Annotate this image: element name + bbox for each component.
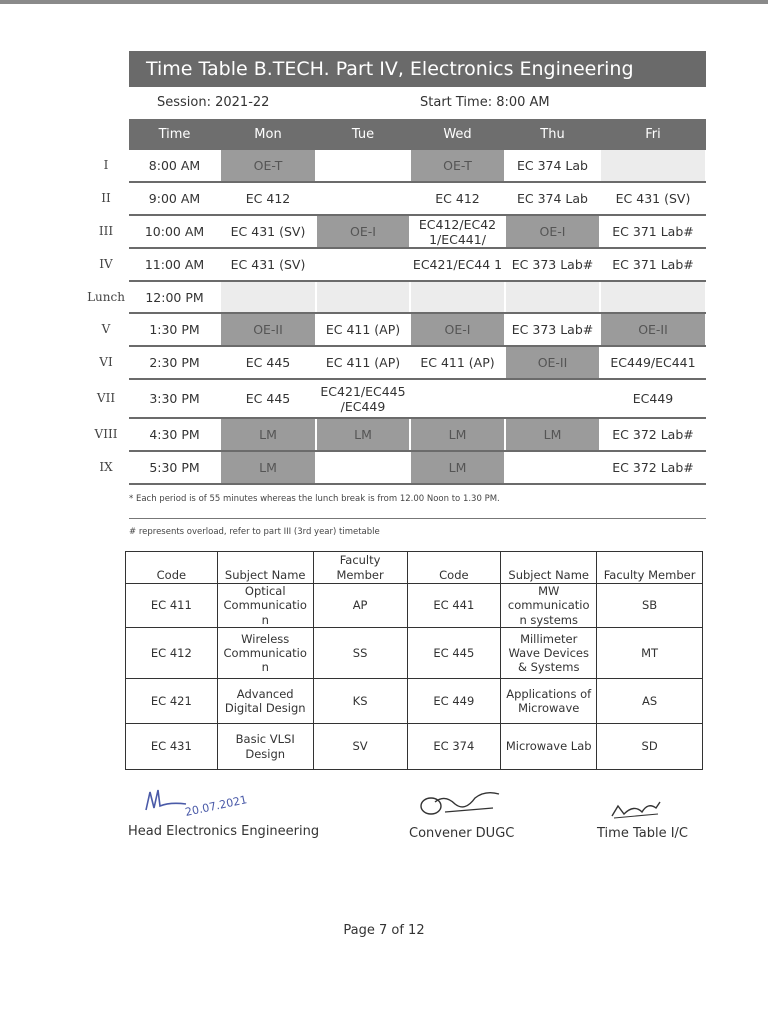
timetable-cell	[411, 380, 504, 417]
convener-signature	[415, 782, 510, 822]
timetable-cell: LM	[221, 419, 315, 450]
timetable-cell: EC412/EC42 1/EC441/	[418, 216, 497, 247]
timetable-cell: EC 412	[435, 191, 480, 206]
period-time: 3:30 PM	[149, 391, 200, 406]
timetable-cell: OE-I	[506, 216, 599, 247]
timetable-cell	[506, 452, 599, 483]
page-title: Time Table B.TECH. Part IV, Electronics Engineering	[129, 51, 706, 87]
subject-cell: EC 374	[407, 724, 501, 770]
timetable-cell: LM	[411, 419, 504, 450]
subject-cell: EC 445	[407, 628, 501, 679]
subject-header: Code	[126, 552, 218, 584]
timetable-cell	[317, 183, 409, 214]
timetable-ic-signatory: Time Table I/C	[597, 826, 688, 841]
subject-cell: EC 411	[126, 584, 218, 628]
header-fri: Fri	[645, 127, 661, 142]
subject-cell: Advanced Digital Design	[217, 679, 313, 724]
subject-header: Subject Name	[501, 552, 597, 584]
period-time: 1:30 PM	[149, 322, 200, 337]
subject-cell: AS	[597, 679, 703, 724]
subject-cell: Basic VLSI Design	[217, 724, 313, 770]
row-divider	[129, 483, 706, 485]
timetable-cell	[317, 150, 409, 181]
head-signature-date: 20.07.2021	[183, 793, 249, 819]
subject-row	[126, 628, 703, 679]
timetable-cell: EC449/EC441	[610, 355, 696, 370]
period-note: * Each period is of 55 minutes whereas the lunch break is from 12.00 Noon to 1.30 PM.	[129, 494, 500, 504]
timetable-cell: EC 411 (AP)	[325, 322, 401, 337]
timetable-cell: EC 371 Lab#	[612, 257, 694, 272]
subject-cell: Microwave Lab	[501, 724, 597, 770]
timetable-cell: EC 431 (SV)	[230, 224, 306, 239]
timetable-cell: EC449	[632, 391, 674, 406]
subject-cell: SS	[313, 628, 407, 679]
header-thu: Thu	[540, 127, 565, 142]
period-label: VII	[96, 391, 116, 405]
timetable-cell: OE-T	[221, 150, 315, 181]
subject-cell: EC 412	[126, 628, 218, 679]
timetable-cell	[317, 282, 409, 312]
subject-cell: AP	[313, 584, 407, 628]
period-time: 12:00 PM	[145, 289, 204, 305]
timetable-cell	[506, 282, 599, 312]
timetable-cell	[317, 452, 409, 483]
session-label: Session: 2021-22	[157, 95, 270, 110]
period-time: 4:30 PM	[149, 427, 200, 442]
head-signatory: Head Electronics Engineering	[128, 824, 320, 839]
period-label: VIII	[94, 427, 118, 441]
timetable-cell: OE-II	[601, 314, 705, 345]
subject-cell: EC 431	[126, 724, 218, 770]
subject-cell: Applications of Microwave	[501, 679, 597, 724]
period-time: 5:30 PM	[149, 460, 200, 475]
timetable-cell: OE-I	[317, 216, 409, 247]
timetable-cell: LM	[506, 419, 599, 450]
timetable-cell: EC421/EC44 1	[412, 257, 503, 272]
timetable-cell: EC 373 Lab#	[511, 322, 594, 337]
subject-header: Faculty Member	[313, 552, 407, 584]
subject-header: Faculty Member	[597, 552, 703, 584]
timetable-cell: OE-II	[221, 314, 315, 345]
timetable-cell: EC 373 Lab#	[511, 257, 594, 272]
period-time: 11:00 AM	[144, 257, 205, 272]
page-edge	[0, 0, 768, 4]
header-mon: Mon	[254, 127, 282, 142]
subject-cell: SV	[313, 724, 407, 770]
timetable-cell: EC 431 (SV)	[230, 257, 306, 272]
timetable-ic-signature	[608, 798, 668, 824]
timetable-cell: LM	[411, 452, 504, 483]
period-label: II	[101, 191, 111, 205]
subject-cell: Millimeter Wave Devices & Systems	[501, 628, 597, 679]
period-label: IV	[99, 257, 113, 271]
timetable-cell: EC 445	[245, 355, 291, 370]
timetable-cell: EC 412	[245, 191, 291, 206]
subject-cell: EC 441	[407, 584, 501, 628]
period-time: 8:00 AM	[148, 158, 201, 173]
timetable-cell: EC 372 Lab#	[612, 460, 694, 475]
period-label: Lunch	[87, 290, 125, 304]
timetable-cell: LM	[221, 452, 315, 483]
header-tue: Tue	[351, 127, 375, 142]
subject-cell: Optical Communicatio n	[217, 584, 313, 628]
timetable-cell	[411, 282, 504, 312]
subject-row	[126, 584, 703, 628]
timetable-cell	[221, 282, 315, 312]
subject-cell: MW communicatio n systems	[501, 584, 597, 628]
timetable-cell: EC 374 Lab	[517, 191, 588, 206]
period-time: 10:00 AM	[144, 224, 205, 239]
timetable-cell: EC 374 Lab	[517, 158, 588, 173]
subject-table	[125, 551, 703, 770]
timetable-cell: EC 445	[245, 391, 291, 406]
period-label: VI	[99, 355, 113, 369]
header-wed: Wed	[443, 127, 472, 142]
period-label: III	[98, 224, 114, 238]
divider	[129, 518, 706, 519]
subject-cell: Wireless Communicatio n	[217, 628, 313, 679]
period-label: V	[101, 322, 111, 336]
subject-cell: SB	[597, 584, 703, 628]
timetable-cell: EC 431 (SV)	[615, 191, 691, 206]
start-time-label: Start Time: 8:00 AM	[420, 95, 550, 110]
timetable-cell	[506, 380, 599, 417]
timetable-cell: EC 411 (AP)	[420, 355, 495, 370]
timetable-cell: OE-II	[506, 347, 599, 378]
timetable-cell: EC 371 Lab#	[612, 224, 694, 239]
timetable-cell	[601, 150, 705, 181]
period-label: IX	[99, 460, 113, 474]
timetable-cell: OE-T	[411, 150, 504, 181]
subject-cell: SD	[597, 724, 703, 770]
period-time: 9:00 AM	[148, 191, 201, 206]
timetable-cell	[601, 282, 705, 312]
timetable-cell: EC 411 (AP)	[325, 355, 401, 370]
timetable-cell: LM	[317, 419, 409, 450]
subject-row	[126, 724, 703, 770]
header-time: Time	[158, 127, 191, 142]
period-time: 2:30 PM	[149, 355, 200, 370]
convener-signatory: Convener DUGC	[409, 826, 515, 841]
timetable-cell: EC 372 Lab#	[612, 427, 694, 442]
subject-row	[126, 679, 703, 724]
timetable-cell	[317, 249, 409, 280]
timetable-cell: EC421/EC445 /EC449	[320, 383, 406, 414]
subject-cell: MT	[597, 628, 703, 679]
head-signature	[140, 782, 270, 824]
subject-cell: KS	[313, 679, 407, 724]
subject-cell: EC 421	[126, 679, 218, 724]
overload-note: # represents overload, refer to part III (3rd year) timetable	[129, 527, 380, 537]
page-number: Page 7 of 12	[343, 923, 425, 938]
timetable-cell: OE-I	[411, 314, 504, 345]
period-label: I	[103, 158, 109, 172]
subject-header: Subject Name	[217, 552, 313, 584]
subject-header: Code	[407, 552, 501, 584]
subject-cell: EC 449	[407, 679, 501, 724]
